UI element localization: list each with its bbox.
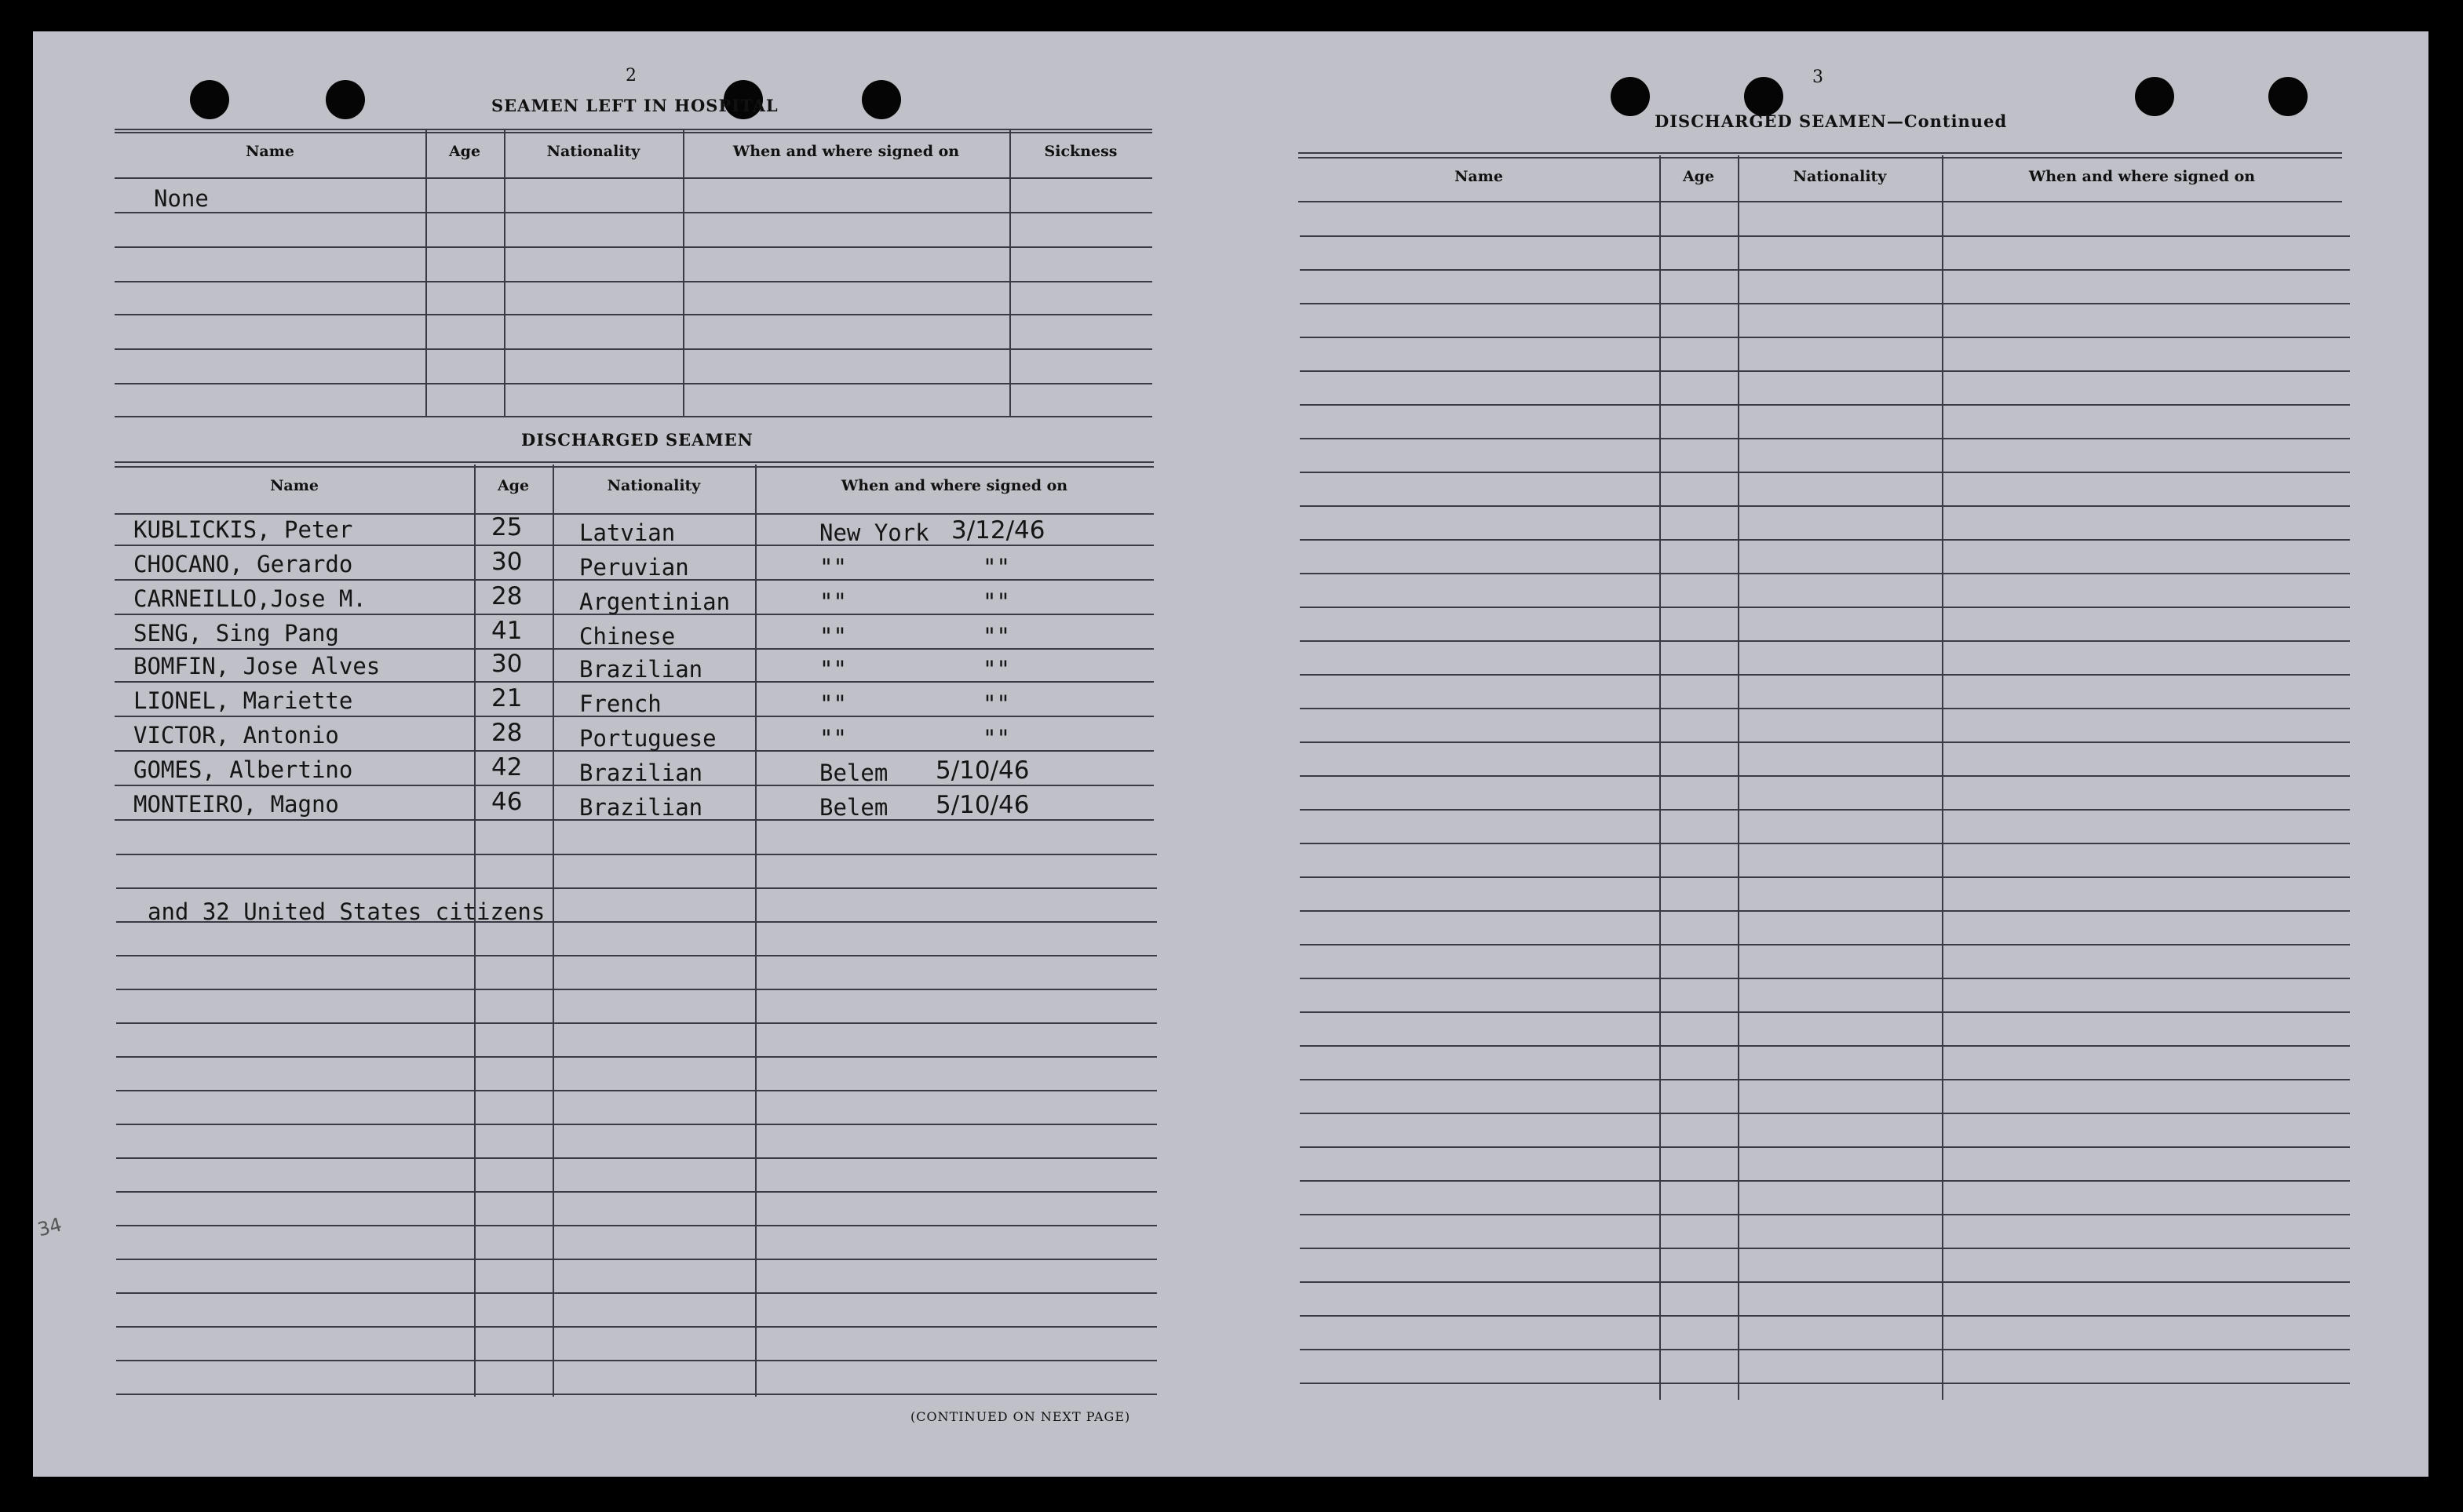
table-rule xyxy=(1300,1315,2350,1317)
table-rule xyxy=(1298,157,2342,158)
table-rule xyxy=(1300,1045,2350,1047)
signed-on-date: 5/10/46 xyxy=(936,756,1030,785)
table-divider xyxy=(474,465,476,1397)
signed-on-date: 5/10/46 xyxy=(936,791,1030,819)
table-rule xyxy=(1300,843,2350,844)
continued-section-title: DISCHARGED SEAMEN—Continued xyxy=(1655,111,2008,131)
table-rule xyxy=(115,129,1152,130)
table-rule xyxy=(1298,201,2342,202)
punch-hole xyxy=(862,80,901,119)
table-rule xyxy=(1300,505,2350,507)
table-rule xyxy=(116,955,1157,956)
table-rule xyxy=(115,281,1152,282)
signed-on-date: "" xyxy=(983,588,1010,615)
table-rule xyxy=(115,177,1152,179)
punch-hole xyxy=(1744,77,1783,116)
seaman-name: GOMES, Albertino xyxy=(133,756,353,783)
seaman-age: 30 xyxy=(491,650,523,678)
page-number-right: 3 xyxy=(1812,67,1823,87)
signed-on-date: "" xyxy=(983,623,1010,650)
table-rule xyxy=(115,513,1154,515)
table-rule xyxy=(115,132,1152,133)
table-rule xyxy=(1300,539,2350,541)
page-number-left: 2 xyxy=(626,66,637,86)
table-divider xyxy=(1738,155,1739,1400)
table-rule xyxy=(1300,404,2350,406)
seaman-age: 46 xyxy=(491,788,523,816)
table-rule xyxy=(116,1225,1157,1226)
table-rule xyxy=(1300,876,2350,878)
seaman-nationality: Peruvian xyxy=(579,554,689,581)
table-rule xyxy=(1300,978,2350,979)
seaman-name: MONTEIRO, Magno xyxy=(133,791,339,818)
seaman-age: 41 xyxy=(491,617,523,645)
table-rule xyxy=(116,1124,1157,1125)
punch-hole xyxy=(1611,77,1650,116)
table-rule xyxy=(116,1394,1157,1395)
column-header: When and where signed on xyxy=(732,143,960,160)
table-rule xyxy=(116,1191,1157,1193)
table-rule xyxy=(1300,370,2350,372)
table-rule xyxy=(116,1259,1157,1260)
table-rule xyxy=(1300,910,2350,912)
seaman-name: SENG, Sing Pang xyxy=(133,620,339,647)
seaman-age: 28 xyxy=(491,719,523,747)
table-rule xyxy=(1300,607,2350,608)
signed-on-place: "" xyxy=(819,656,847,683)
column-header: Name xyxy=(246,143,294,160)
table-rule xyxy=(1300,775,2350,777)
signed-on-place: Belem xyxy=(819,760,889,786)
table-rule xyxy=(1300,640,2350,642)
table-rule xyxy=(116,854,1157,855)
table-rule xyxy=(1300,1214,2350,1215)
table-divider xyxy=(553,465,554,1397)
table-rule xyxy=(1300,235,2350,237)
table-rule xyxy=(116,1360,1157,1361)
punch-hole xyxy=(190,80,229,119)
table-rule xyxy=(1298,152,2342,154)
table-rule xyxy=(1300,741,2350,743)
margin-stamp: 34 xyxy=(35,1213,64,1241)
seaman-age: 30 xyxy=(491,548,523,576)
table-rule xyxy=(1300,809,2350,811)
table-rule xyxy=(116,1157,1157,1159)
seaman-name: LIONEL, Mariette xyxy=(133,687,353,714)
signed-on-date: "" xyxy=(983,690,1010,717)
signed-on-place: "" xyxy=(819,725,847,752)
table-rule xyxy=(1300,1079,2350,1080)
column-header: When and where signed on xyxy=(2028,168,2256,185)
column-header: Nationality xyxy=(546,143,640,160)
table-rule xyxy=(1300,1248,2350,1249)
table-rule xyxy=(115,383,1152,384)
column-header: Nationality xyxy=(1793,168,1887,185)
table-rule xyxy=(1300,708,2350,709)
table-divider xyxy=(683,130,684,417)
seaman-name: VICTOR, Antonio xyxy=(133,722,339,749)
table-rule xyxy=(1300,472,2350,473)
column-header: Age xyxy=(1682,168,1715,185)
seaman-nationality: French xyxy=(579,690,662,717)
continued-footer: (CONTINUED ON NEXT PAGE) xyxy=(910,1409,1131,1424)
column-header: Nationality xyxy=(607,477,701,494)
seaman-nationality: Brazilian xyxy=(579,794,703,821)
signed-on-place: "" xyxy=(819,690,847,717)
table-rule xyxy=(116,887,1157,889)
table-rule xyxy=(115,246,1152,248)
seaman-nationality: Chinese xyxy=(579,623,676,650)
table-rule xyxy=(1300,1383,2350,1384)
table-rule xyxy=(1300,674,2350,676)
punch-hole xyxy=(2268,77,2308,116)
table-rule xyxy=(116,989,1157,990)
table-rule xyxy=(115,466,1154,468)
seaman-nationality: Portuguese xyxy=(579,725,717,752)
table-rule xyxy=(1300,269,2350,271)
table-rule xyxy=(1300,337,2350,338)
table-rule xyxy=(1300,438,2350,439)
signed-on-place: "" xyxy=(819,623,847,650)
discharged-section-title: DISCHARGED SEAMEN xyxy=(521,430,753,450)
column-header: Sickness xyxy=(1044,143,1118,160)
seaman-name: CARNEILLO,Jose M. xyxy=(133,585,367,612)
seaman-name: KUBLICKIS, Peter xyxy=(133,516,353,543)
table-rule xyxy=(115,212,1152,213)
table-rule xyxy=(1300,1113,2350,1114)
table-rule xyxy=(116,1022,1157,1024)
signed-on-date: 3/12/46 xyxy=(951,516,1045,545)
seaman-name: BOMFIN, Jose Alves xyxy=(133,653,381,679)
column-header: When and where signed on xyxy=(841,477,1068,494)
signed-on-date: "" xyxy=(983,725,1010,752)
seaman-nationality: Argentinian xyxy=(579,588,731,615)
column-header: Name xyxy=(270,477,319,494)
seaman-age: 21 xyxy=(491,684,523,712)
hospital-entry: None xyxy=(154,185,209,212)
signed-on-date: "" xyxy=(983,656,1010,683)
table-divider xyxy=(425,130,427,417)
signed-on-place: "" xyxy=(819,588,847,615)
table-rule xyxy=(116,1292,1157,1294)
table-rule xyxy=(116,1326,1157,1328)
punch-hole xyxy=(2135,77,2174,116)
table-rule xyxy=(116,1090,1157,1091)
signed-on-place: Belem xyxy=(819,794,889,821)
table-rule xyxy=(1300,303,2350,304)
table-rule xyxy=(1300,573,2350,574)
hospital-section-title: SEAMEN LEFT IN HOSPITAL xyxy=(491,96,779,115)
punch-hole xyxy=(326,80,365,119)
column-header: Age xyxy=(448,143,481,160)
table-divider xyxy=(755,465,757,1397)
table-divider xyxy=(1009,130,1011,417)
seaman-name: CHOCANO, Gerardo xyxy=(133,551,353,577)
table-rule xyxy=(1300,1011,2350,1013)
signed-on-date: "" xyxy=(983,554,1010,581)
table-rule xyxy=(115,314,1152,315)
table-rule xyxy=(116,1056,1157,1058)
column-header: Age xyxy=(497,477,530,494)
seaman-nationality: Latvian xyxy=(579,519,676,546)
column-header: Name xyxy=(1454,168,1503,185)
discharged-note: and 32 United States citizens xyxy=(148,898,546,925)
seaman-age: 42 xyxy=(491,753,523,782)
signed-on-place: "" xyxy=(819,554,847,581)
seaman-nationality: Brazilian xyxy=(579,656,703,683)
seaman-age: 28 xyxy=(491,582,523,610)
table-divider xyxy=(1942,155,1943,1400)
table-rule xyxy=(115,348,1152,350)
table-divider xyxy=(1659,155,1661,1400)
seaman-age: 25 xyxy=(491,513,523,541)
signed-on-place: New York xyxy=(819,519,929,546)
table-rule xyxy=(1300,1281,2350,1283)
table-rule xyxy=(1300,1349,2350,1350)
table-divider xyxy=(504,130,505,417)
table-rule xyxy=(1300,944,2350,945)
table-rule xyxy=(1300,1146,2350,1148)
table-rule xyxy=(115,461,1154,463)
seaman-nationality: Brazilian xyxy=(579,760,703,786)
table-rule xyxy=(115,416,1152,417)
table-rule xyxy=(1300,1180,2350,1182)
